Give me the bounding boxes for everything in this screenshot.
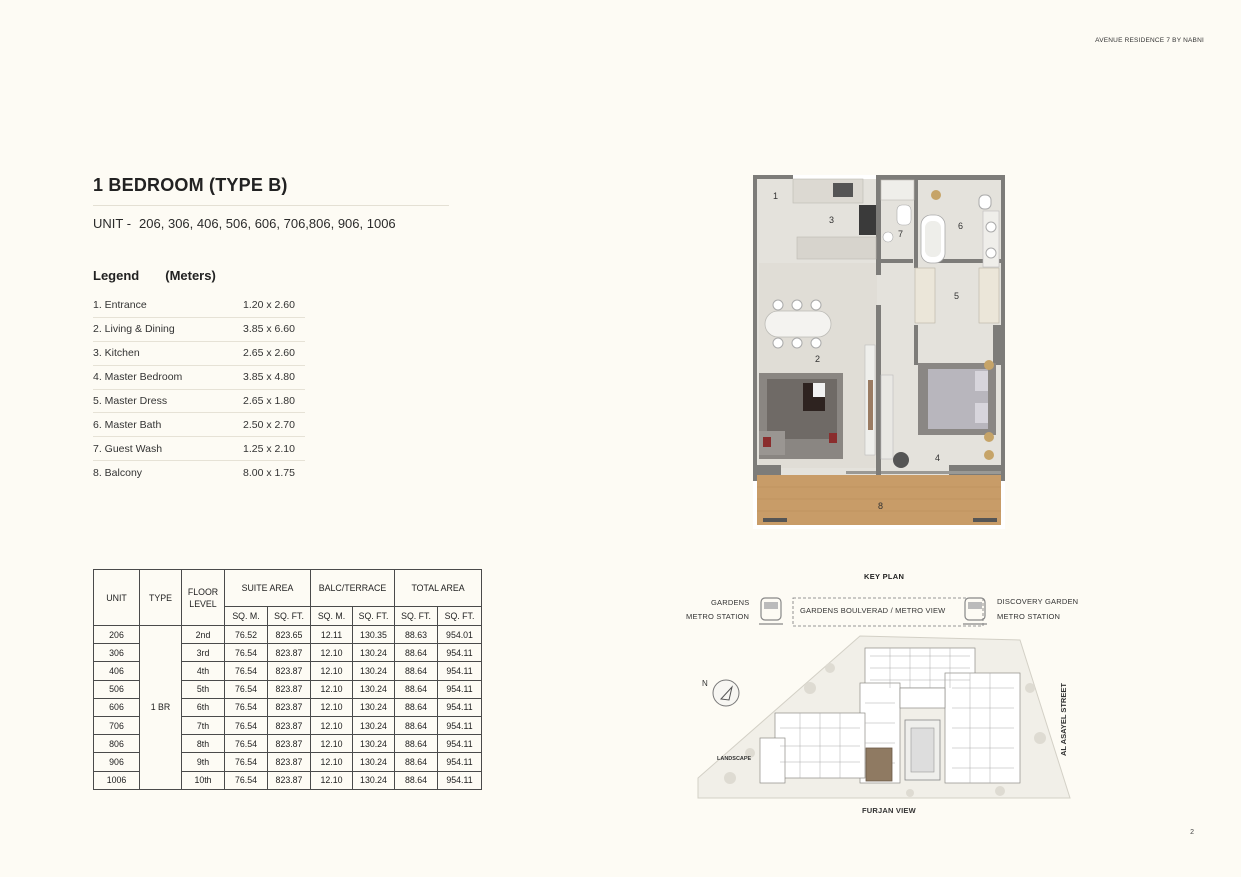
cell-total-sqft2: 954.11 [438,698,482,716]
table-row [94,626,482,644]
cell-suite-sqft: 823.87 [268,771,311,789]
cell-balc-sqft: 130.24 [353,716,395,734]
cell-unit: 406 [94,662,140,680]
gardens-station-line2: METRO STATION [686,612,750,621]
col-balc-terrace: BALC/TERRACE [311,570,395,607]
cell-suite-sqft: 823.87 [268,716,311,734]
legend-item-label: 3. Kitchen [93,347,140,360]
legend-item-size: 2.65 x 2.60 [243,347,295,360]
cell-suite-sqm: 76.54 [225,735,268,753]
discovery-station-line2: METRO STATION [997,612,1061,621]
cell-total-sqft2: 954.11 [438,680,482,698]
cell-unit: 606 [94,698,140,716]
metro-train-icon [759,598,783,624]
cell-suite-sqm: 76.54 [225,680,268,698]
title-divider [93,205,449,206]
cell-total-sqft2: 954.01 [438,626,482,644]
cell-balc-sqm: 12.10 [311,698,353,716]
cell-balc-sqft: 130.24 [353,753,395,771]
cell-unit: 906 [94,753,140,771]
legend-item [93,390,305,414]
cell-suite-sqm: 76.54 [225,644,268,662]
cell-total-sqft: 88.64 [395,753,438,771]
cell-suite-sqm: 76.54 [225,716,268,734]
cell-balc-sqm: 12.10 [311,753,353,771]
cell-suite-sqm: 76.52 [225,626,268,644]
sub-sqft: SQ. FT. [395,607,438,626]
units-list: 206, 306, 406, 506, 606, 706,806, 906, 1006 [139,216,396,231]
cell-balc-sqm: 12.10 [311,680,353,698]
metro-train-icon [963,598,987,624]
room-number-1: 1 [773,191,779,201]
cell-total-sqft: 88.64 [395,716,438,734]
cell-balc-sqm: 12.10 [311,716,353,734]
col-total-area: TOTAL AREA [395,570,482,607]
cell-total-sqft: 88.63 [395,626,438,644]
cell-total-sqft2: 954.11 [438,716,482,734]
cell-suite-sqft: 823.87 [268,662,311,680]
cell-type: 1 BR [140,626,182,790]
units-label: UNIT - [93,216,132,231]
cell-unit: 306 [94,644,140,662]
legend-item-size: 8.00 x 1.75 [243,466,295,479]
cell-balc-sqm: 12.10 [311,771,353,789]
cell-floor: 3rd [182,644,225,662]
cell-floor: 10th [182,771,225,789]
legend-item [93,366,305,390]
cell-balc-sqft: 130.24 [353,735,395,753]
cell-suite-sqft: 823.87 [268,698,311,716]
legend-item [93,437,305,461]
cell-total-sqft2: 954.11 [438,735,482,753]
cell-floor: 9th [182,753,225,771]
legend-item [93,413,305,437]
legend-item [93,461,305,484]
cell-balc-sqm: 12.11 [311,626,353,644]
cell-balc-sqft: 130.35 [353,626,395,644]
legend-item [93,318,305,342]
sub-sqft: SQ. FT. [438,607,482,626]
legend-list [93,294,305,484]
key-plan-title: KEY PLAN [864,572,905,581]
legend-unit: (Meters) [165,268,216,283]
cell-unit: 206 [94,626,140,644]
legend-item-label: 8. Balcony [93,466,143,479]
legend-item-size: 2.65 x 1.80 [243,395,295,407]
cell-floor: 6th [182,698,225,716]
room-number-5: 5 [954,291,960,301]
cell-balc-sqft: 130.24 [353,771,395,789]
room-number-6: 6 [958,221,964,231]
cell-total-sqft: 88.64 [395,735,438,753]
cell-suite-sqft: 823.87 [268,644,311,662]
legend-item-size: 3.85 x 4.80 [243,371,295,384]
col-floor-level: FLOOR LEVEL [182,570,225,626]
col-suite-area: SUITE AREA [225,570,311,607]
legend-item-size: 1.25 x 2.10 [243,442,295,455]
cell-suite-sqm: 76.54 [225,771,268,789]
cell-suite-sqft: 823.65 [268,626,311,644]
legend-item-label: 4. Master Bedroom [93,371,183,384]
legend-item-size: 3.85 x 6.60 [243,323,295,336]
cell-floor: 8th [182,735,225,753]
cell-floor: 5th [182,680,225,698]
cell-total-sqft2: 954.11 [438,644,482,662]
metro-row [755,592,1115,632]
cell-suite-sqft: 823.87 [268,735,311,753]
sub-sqm: SQ. M. [225,607,268,626]
col-unit: UNIT [94,570,140,626]
cell-suite-sqm: 76.54 [225,753,268,771]
floor-plan [753,175,1005,529]
cell-total-sqft: 88.64 [395,662,438,680]
cell-suite-sqm: 76.54 [225,662,268,680]
legend-item-label: 7. Guest Wash [93,442,163,455]
brand-label: AVENUE RESIDENCE 7 BY NABNI [1095,37,1204,44]
legend-item [93,294,305,318]
legend-item-label: 1. Entrance [93,299,147,312]
legend-item-size: 1.20 x 2.60 [243,299,295,312]
room-number-7: 7 [898,229,904,239]
sub-sqft: SQ. FT. [353,607,395,626]
col-type: TYPE [140,570,182,626]
cell-unit: 1006 [94,771,140,789]
cell-unit: 706 [94,716,140,734]
room-number-2: 2 [815,354,821,364]
room-number-3: 3 [829,215,835,225]
cell-balc-sqm: 12.10 [311,735,353,753]
cell-total-sqft: 88.64 [395,644,438,662]
cell-floor: 7th [182,716,225,734]
legend-item-label: 5. Master Dress [93,395,168,407]
cell-suite-sqft: 823.87 [268,753,311,771]
cell-total-sqft2: 954.11 [438,771,482,789]
cell-total-sqft2: 954.11 [438,753,482,771]
cell-unit: 806 [94,735,140,753]
compass-north-icon [713,680,739,706]
legend-item-size: 2.50 x 2.70 [243,418,295,431]
sub-sqm: SQ. M. [311,607,353,626]
cell-balc-sqm: 12.10 [311,662,353,680]
cell-floor: 2nd [182,626,225,644]
legend-item-label: 2. Living & Dining [93,323,175,336]
legend-item-label: 6. Master Bath [93,418,162,431]
legend-item [93,342,305,366]
cell-total-sqft: 88.64 [395,680,438,698]
cell-floor: 4th [182,662,225,680]
discovery-station-line1: DISCOVERY GARDEN [997,597,1079,606]
page-number: 2 [1190,829,1194,836]
north-label: N [702,679,708,688]
cell-balc-sqft: 130.24 [353,680,395,698]
furjan-view-label: FURJAN VIEW [862,806,916,815]
cell-total-sqft: 88.64 [395,771,438,789]
sub-sqft: SQ. FT. [268,607,311,626]
cell-total-sqft2: 954.11 [438,662,482,680]
cell-total-sqft: 88.64 [395,698,438,716]
cell-balc-sqft: 130.24 [353,698,395,716]
gardens-station-line1: GARDENS [711,598,750,607]
cell-balc-sqm: 12.10 [311,644,353,662]
room-number-4: 4 [935,453,941,463]
site-key-map [690,628,1080,804]
cell-balc-sqft: 130.24 [353,644,395,662]
page-title: 1 BEDROOM (TYPE B) [93,175,288,195]
cell-balc-sqft: 130.24 [353,662,395,680]
unit-numbers [93,216,396,231]
landscape-label: LANDSCAPE [717,756,752,762]
legend-title: Legend [93,268,140,283]
legend-heading [93,268,216,283]
street-label: AL ASAYEL STREET [1059,683,1068,756]
cell-unit: 506 [94,680,140,698]
boulevard-label: GARDENS BOULVERAD / METRO VIEW [800,606,946,615]
area-table [93,569,482,790]
room-number-8: 8 [878,501,884,511]
cell-suite-sqft: 823.87 [268,680,311,698]
cell-suite-sqm: 76.54 [225,698,268,716]
